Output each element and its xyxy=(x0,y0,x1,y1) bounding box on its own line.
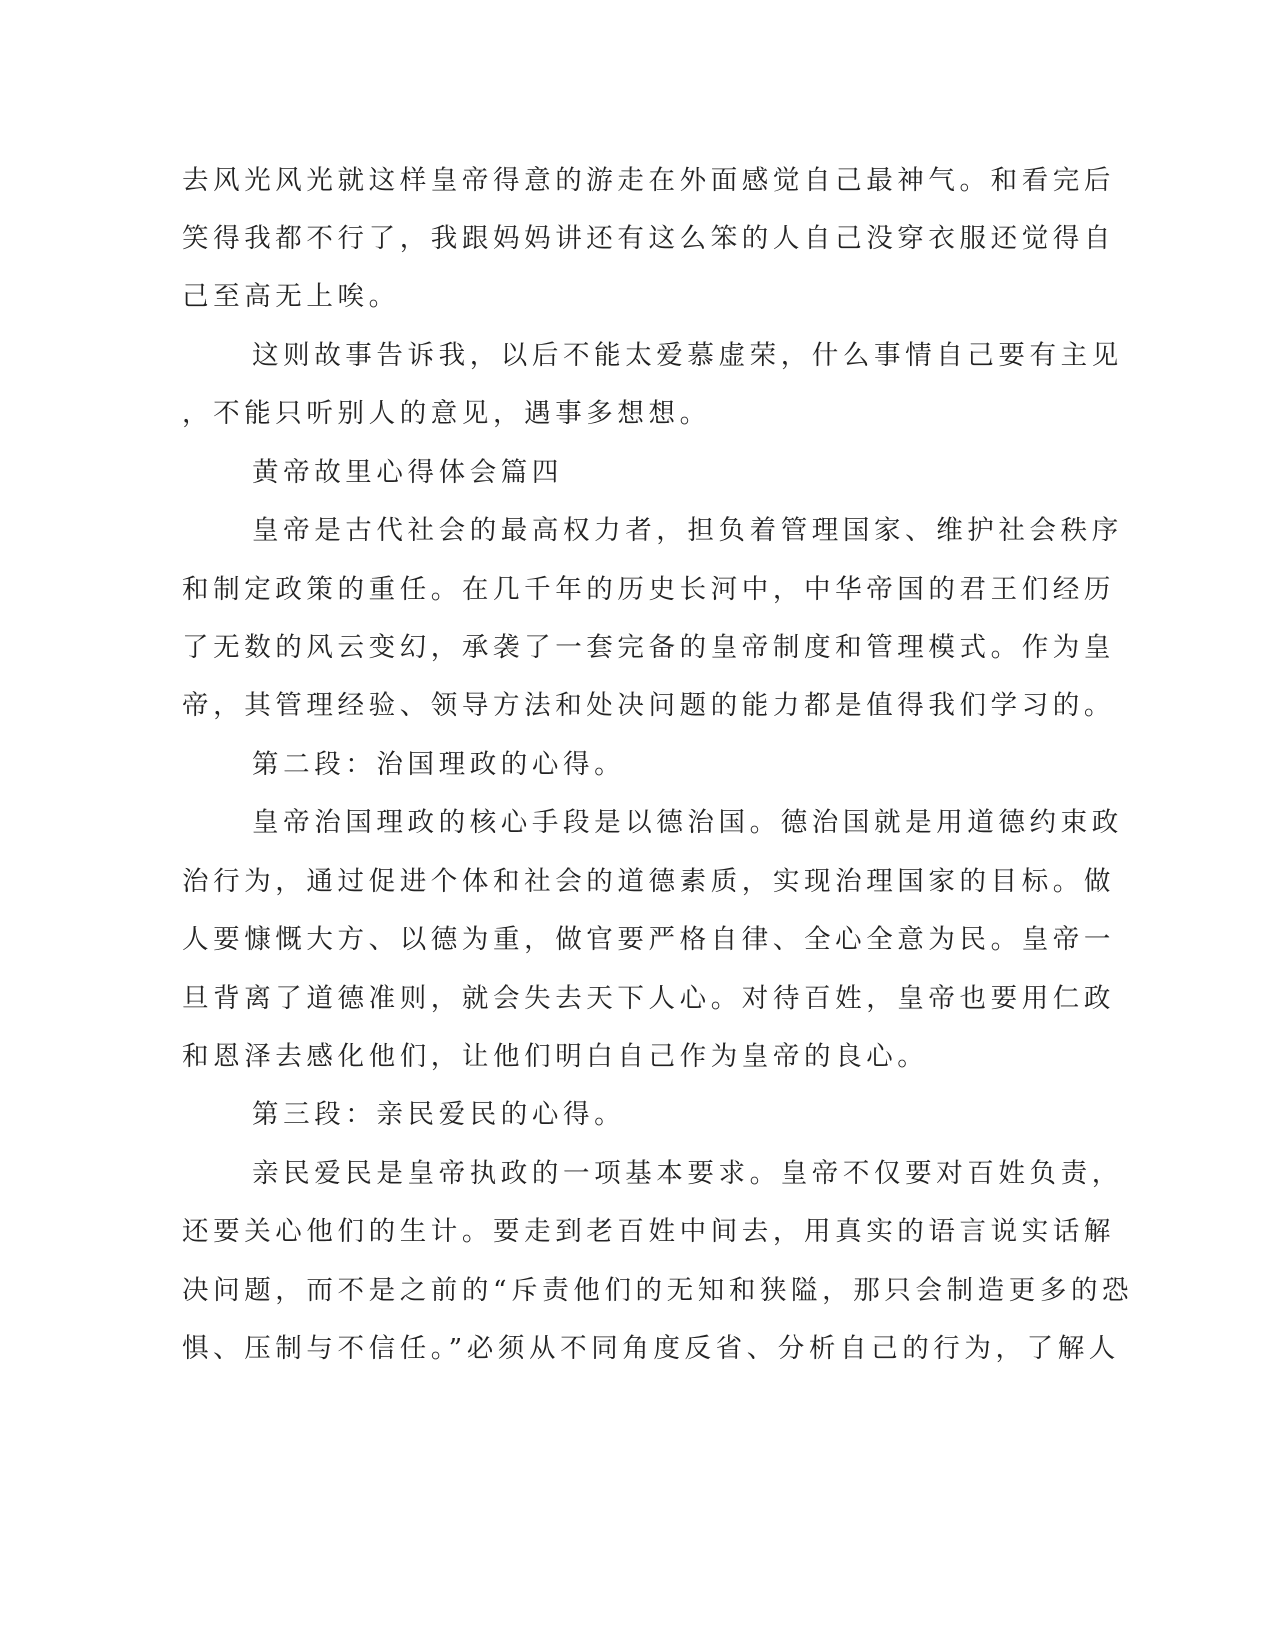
text-line: 了无数的风云变幻，承袭了一套完备的皇帝制度和管理模式。作为皇 xyxy=(182,632,1115,663)
text-line: 人要慷慨大方、以德为重，做官要严格自律、全心全意为民。皇帝一 xyxy=(182,924,1115,955)
text-line: 决问题，而不是之前的“斥责他们的无知和狭隘，那只会制造更多的恐 xyxy=(182,1275,1134,1306)
section-heading: 第三段：亲民爱民的心得。 xyxy=(252,1099,626,1130)
text-line: 旦背离了道德准则，就会失去天下人心。对待百姓，皇帝也要用仁政 xyxy=(182,983,1115,1014)
text-line: 皇帝是古代社会的最高权力者，担负着管理国家、维护社会秩序 xyxy=(252,515,1123,546)
text-line: 帝，其管理经验、领导方法和处决问题的能力都是值得我们学习的。 xyxy=(182,690,1115,721)
text-line: 己至高无上唉。 xyxy=(182,281,400,312)
text-line: 和制定政策的重任。在几千年的历史长河中，中华帝国的君王们经历 xyxy=(182,574,1115,605)
text-line: 亲民爱民是皇帝执政的一项基本要求。皇帝不仅要对百姓负责， xyxy=(252,1158,1123,1189)
text-line: 惧、压制与不信任。”必须从不同角度反省、分析自己的行为，了解人 xyxy=(182,1333,1120,1364)
text-line: 笑得我都不行了，我跟妈妈讲还有这么笨的人自己没穿衣服还觉得自 xyxy=(182,223,1115,254)
text-line: 治行为，通过促进个体和社会的道德素质，实现治理国家的目标。做 xyxy=(182,866,1115,897)
text-line: 这则故事告诉我，以后不能太爱慕虚荣，什么事情自己要有主见 xyxy=(252,340,1123,371)
text-line: 还要关心他们的生计。要走到老百姓中间去，用真实的语言说实话解 xyxy=(182,1216,1115,1247)
text-line: 去风光风光就这样皇帝得意的游走在外面感觉自己最神气。和看完后 xyxy=(182,165,1115,196)
text-line: 和恩泽去感化他们，让他们明白自己作为皇帝的良心。 xyxy=(182,1041,929,1072)
text-line: 皇帝治国理政的核心手段是以德治国。德治国就是用道德约束政 xyxy=(252,807,1123,838)
section-heading: 第二段：治国理政的心得。 xyxy=(252,749,626,780)
text-line: ，不能只听别人的意见，遇事多想想。 xyxy=(182,398,711,429)
section-heading: 黄帝故里心得体会篇四 xyxy=(252,457,563,488)
